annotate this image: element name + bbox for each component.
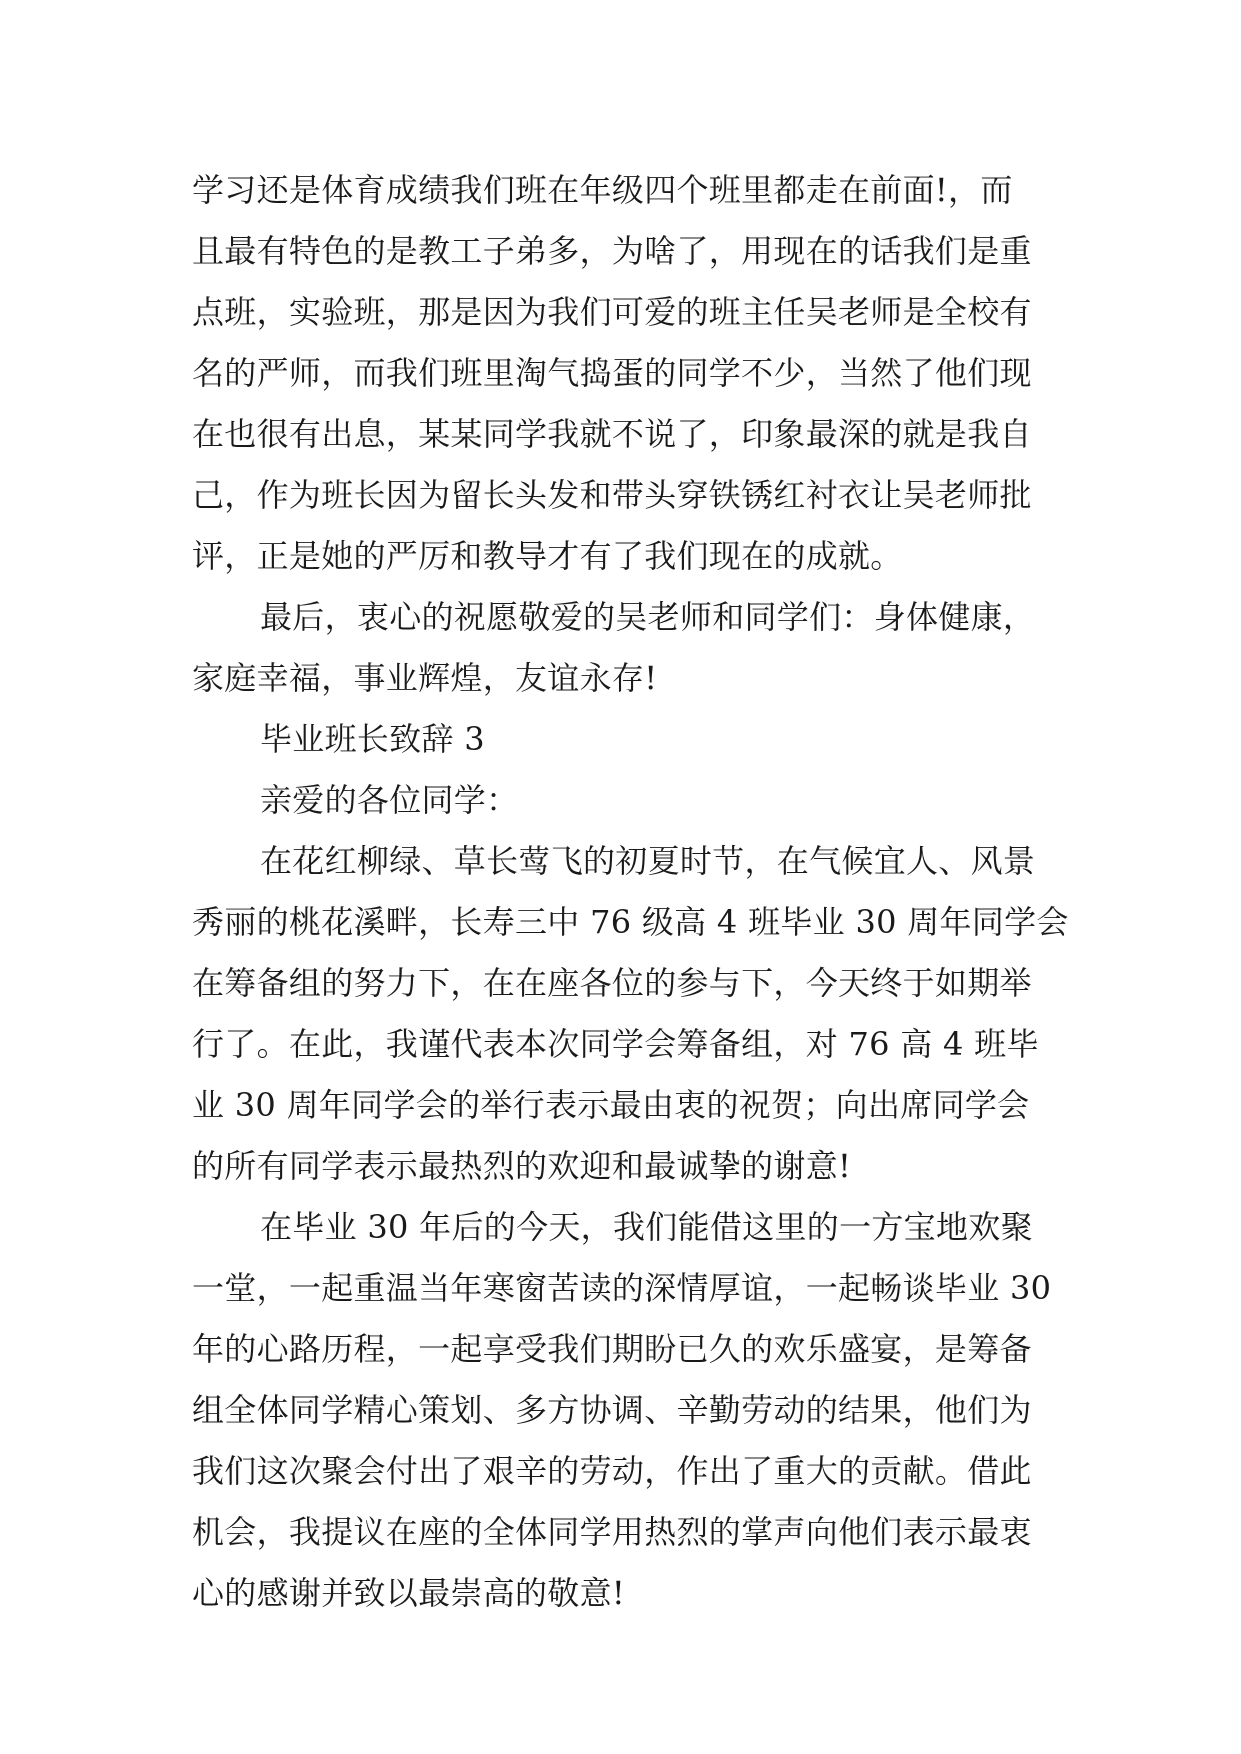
paragraph-start-line: 在毕业 30 年后的今天，我们能借这里的一方宝地欢聚: [260, 1208, 1033, 1246]
body-line: 业 30 周年同学会的举行表示最由衷的祝贺；向出席同学会: [192, 1086, 1030, 1124]
paragraph-start-line: 在花红柳绿、草长莺飞的初夏时节，在气候宜人、风景: [260, 842, 1036, 880]
body-line: 心的感谢并致以最崇高的敬意!: [192, 1574, 626, 1612]
body-line: 且最有特色的是教工子弟多，为啥了，用现在的话我们是重: [192, 232, 1032, 270]
body-line: 的所有同学表示最热烈的欢迎和最诚挚的谢意!: [192, 1147, 852, 1185]
body-line: 名的严师，而我们班里淘气捣蛋的同学不少，当然了他们现: [192, 354, 1032, 392]
body-line: 己，作为班长因为留长头发和带头穿铁锈红衬衣让吴老师批: [192, 476, 1032, 514]
salutation: 亲爱的各位同学：: [260, 781, 519, 819]
paragraph-start-line: 最后，衷心的祝愿敬爱的吴老师和同学们：身体健康，: [260, 598, 1036, 636]
body-line: 评，正是她的严厉和教导才有了我们现在的成就。: [192, 537, 903, 575]
section-heading: 毕业班长致辞 3: [260, 720, 485, 758]
body-line: 秀丽的桃花溪畔，长寿三中 76 级高 4 班毕业 30 周年同学会: [192, 903, 1069, 941]
document-body: [192, 160, 1069, 1624]
body-line: 学习还是体育成绩我们班在年级四个班里都走在前面!，而: [192, 171, 1013, 209]
body-line: 一堂，一起重温当年寒窗苦读的深情厚谊，一起畅谈毕业 30: [192, 1269, 1052, 1307]
body-line: 在也很有出息，某某同学我就不说了，印象最深的就是我自: [192, 415, 1032, 453]
body-line: 点班，实验班，那是因为我们可爱的班主任吴老师是全校有: [192, 293, 1032, 331]
body-line: 家庭幸福，事业辉煌，友谊永存!: [192, 659, 658, 697]
body-line: 在筹备组的努力下，在在座各位的参与下，今天终于如期举: [192, 964, 1032, 1002]
body-line: 组全体同学精心策划、多方协调、辛勤劳动的结果，他们为: [192, 1391, 1032, 1429]
body-line: 我们这次聚会付出了艰辛的劳动，作出了重大的贡献。借此: [192, 1452, 1032, 1490]
body-line: 机会，我提议在座的全体同学用热烈的掌声向他们表示最衷: [192, 1513, 1032, 1551]
body-line: 年的心路历程，一起享受我们期盼已久的欢乐盛宴，是筹备: [192, 1330, 1032, 1368]
body-line: 行了。在此，我谨代表本次同学会筹备组，对 76 高 4 班毕: [192, 1025, 1039, 1063]
